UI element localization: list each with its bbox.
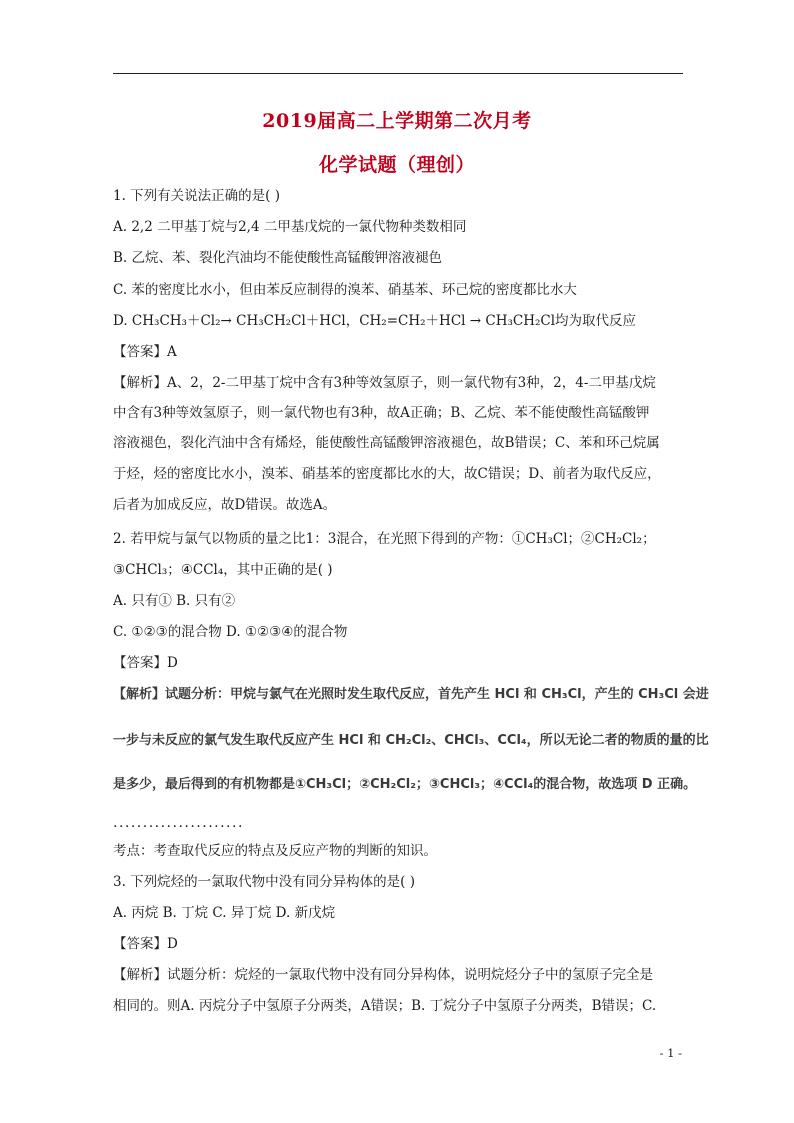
question-3-options: A. 丙烷 B. 丁烷 C. 异丁烷 D. 新戊烷: [113, 905, 336, 921]
question-1-analysis-line: 溶液褪色，裂化汽油中含有烯烃，能使酸性高锰酸钾溶液褪色，故B错误；C、苯和环己烷属: [113, 435, 660, 451]
question-2-analysis-line: 一步与未反应的氯气发生取代反应产生 HCl 和 CH₂Cl₂、CHCl₃、CCl₄，所以无论二者的物质的量的比: [113, 733, 709, 748]
question-2-options-cd: C. ①②③的混合物 D. ①②③④的混合物: [113, 624, 348, 640]
question-2-stem: 2. 若甲烷与氯气以物质的量之比1：3混合，在光照下得到的产物：①CH₃Cl；②CH₂Cl₂；: [113, 531, 656, 547]
question-2-stem-cont: ③CHCl₃；④CCl₄，其中正确的是( ): [113, 562, 333, 578]
question-2-answer: 【答案】D: [113, 655, 178, 671]
dotted-separator: ......................: [113, 815, 244, 831]
question-2-options-ab: A. 只有① B. 只有②: [113, 593, 236, 609]
page-number: - 1 -: [659, 1046, 682, 1060]
question-1-option-b: B. 乙烷、苯、裂化汽油均不能使酸性高锰酸钾溶液褪色: [113, 250, 443, 266]
question-2-analysis-line: 【解析】试题分析：甲烷与氯气在光照时发生取代反应，首先产生 HCl 和 CH₃Cl，产生的 CH₃Cl 会进: [113, 687, 709, 702]
question-3-analysis-line: 相同的。则A. 丙烷分子中氢原子分两类，A错误；B. 丁烷分子中氢原子分两类，B错误；C.: [113, 998, 657, 1014]
question-3-stem: 3. 下列烷烃的一氯取代物中没有同分异构体的是( ): [113, 874, 415, 890]
exam-subtitle: 化学试题（理创）: [318, 154, 475, 176]
question-3-answer: 【答案】D: [113, 936, 178, 952]
question-1-analysis-line: 【解析】A、2，2-二甲基丁烷中含有3种等效氢原子，则一氯代物有3种，2，4-二甲基戊烷: [113, 375, 656, 391]
question-1-analysis-line: 中含有3种等效氢原子，则一氯代物也有3种，故A正确；B、乙烷、苯不能使酸性高锰酸钾: [113, 405, 650, 421]
question-1-option-a: A. 2,2 二甲基丁烷与2,4 二甲基戊烷的一氯代物种类数相同: [113, 219, 467, 235]
question-1-answer: 【答案】A: [113, 344, 177, 360]
question-1-analysis-line: 于烃，烃的密度比水小，溴苯、硝基苯的密度都比水的大，故C错误；D、前者为取代反应，: [113, 466, 661, 482]
header-rule: [113, 73, 683, 74]
question-1-stem: 1. 下列有关说法正确的是( ): [113, 188, 280, 204]
question-2-analysis-line: 是多少，最后得到的有机物都是①CH₃Cl；②CH₂Cl₂；③CHCl₃；④CCl₄的混合物，故选项 D 正确。: [113, 777, 697, 792]
question-1-option-c: C. 苯的密度比水小，但由苯反应制得的溴苯、硝基苯、环己烷的密度都比水大: [113, 282, 577, 298]
question-1-analysis-line: 后者为加成反应，故D错误。故选A。: [113, 497, 337, 513]
question-1-option-d: D. CH₃CH₃＋Cl₂→ CH₃CH₂Cl＋HCl，CH₂=CH₂＋HCl → CH₃CH₂Cl均为取代反应: [113, 313, 637, 329]
question-3-analysis-line: 【解析】试题分析：烷烃的一氯取代物中没有同分异构体，说明烷烃分子中的氢原子完全是: [113, 967, 653, 983]
exam-title: 2019届高二上学期第二次月考: [262, 110, 532, 132]
question-2-knowledge-point: 考点：考查取代反应的特点及反应产物的判断的知识。: [113, 843, 437, 859]
